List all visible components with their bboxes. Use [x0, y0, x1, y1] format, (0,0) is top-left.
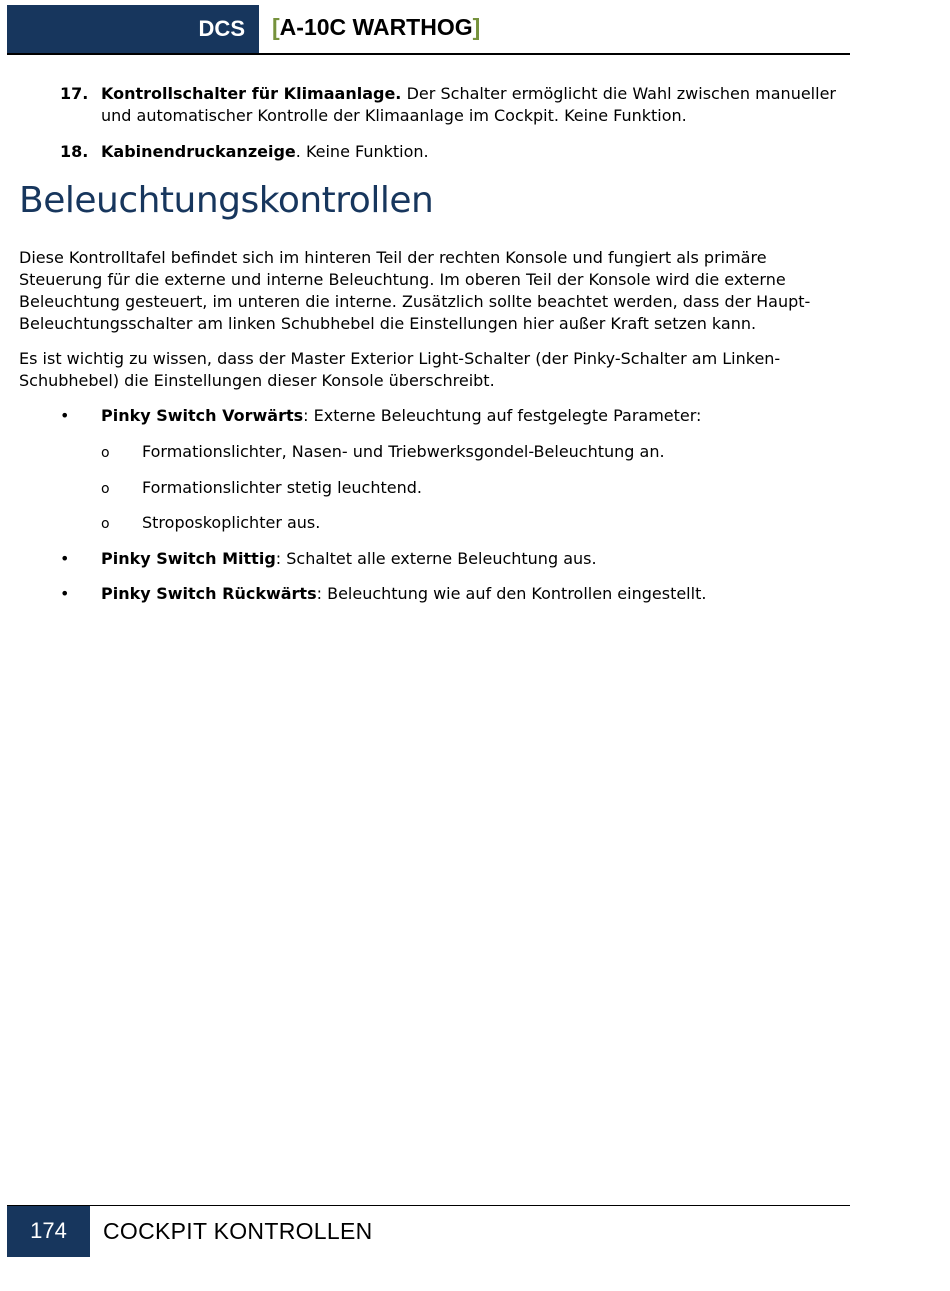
bullet-bold-term: Pinky Switch Mittig: [101, 549, 276, 568]
item-description: . Keine Funktion.: [295, 142, 429, 161]
page-number: 174: [30, 1218, 67, 1243]
item-text: [101, 83, 836, 127]
sub-bullet-text: Formationslichter, Nasen- und Triebwerksgondel-Beleuchtung an.: [142, 442, 665, 461]
bullet-marker: •: [60, 549, 70, 568]
sub-bullet-marker: o: [101, 445, 110, 461]
bullet-text: : Beleuchtung wie auf den Kontrollen eingestellt.: [316, 584, 707, 603]
item-bold-term: Kontrollschalter für Klimaanlage.: [101, 84, 402, 103]
item-text: [101, 141, 836, 163]
footer-page-block: [7, 1206, 90, 1257]
bullet-marker: •: [60, 584, 70, 603]
sub-bullet-item: [101, 441, 841, 463]
sub-bullet-marker: o: [101, 516, 110, 532]
item-description: Der Schalter ermöglicht die Wahl zwischen manueller und automatischer Kontrolle der Klimaanlage im Cockpit. Keine Funktion.: [101, 84, 836, 125]
bullet-bold-term: Pinky Switch Rückwärts: [101, 584, 317, 603]
sub-bullet-item: [101, 477, 841, 499]
sub-bullet-text: Formationslichter stetig leuchtend.: [142, 478, 422, 497]
header-bracket-open: [: [272, 14, 280, 40]
bullet-text: : Schaltet alle externe Beleuchtung aus.: [275, 549, 597, 568]
header-bracket-close: ]: [472, 14, 481, 40]
item-number: 17.: [60, 84, 89, 103]
bullet-item: [60, 405, 840, 427]
sub-bullet-text: Stroposkoplichter aus.: [142, 513, 321, 532]
header-title: [272, 14, 480, 41]
bullet-text: : Externe Beleuchtung auf festgelegte Parameter:: [303, 406, 702, 425]
bullet-item: [60, 548, 840, 570]
section-paragraph-2: Es ist wichtig zu wissen, dass der Master Exterior Light-Schalter (der Pinky-Schalter am Linken-Schubhebel) die Einstellungen dieser Konsole überschreibt.: [19, 349, 781, 390]
header-brand-block: [7, 5, 259, 53]
header-divider: [7, 53, 850, 55]
bullet-bold-term: Pinky Switch Vorwärts: [101, 406, 304, 425]
item-number: 18.: [60, 142, 89, 161]
numbered-item-17: [60, 83, 836, 127]
bullet-item: [60, 583, 840, 605]
header-dcs-label: DCS: [198, 16, 245, 41]
section-paragraph-1: Diese Kontrolltafel befindet sich im hinteren Teil der rechten Konsole und fungiert als primäre Steuerung für die externe und interne Beleuchtung. Im oberen Teil der Konsole wird die externe Beleuchtung gesteuert, im unteren die interne. Zusätzlich sollte beachtet werden, dass der Haupt-Beleuchtungsschalter am linken Schubhebel die Einstellungen hier außer Kraft setzen kann.: [19, 248, 811, 333]
numbered-item-18: [60, 141, 836, 163]
footer-chapter-title: COCKPIT KONTROLLEN: [103, 1218, 373, 1244]
sub-bullet-marker: o: [101, 481, 110, 497]
header-title-text: A-10C WARTHOG: [279, 14, 473, 40]
bullet-marker: •: [60, 406, 70, 425]
sub-bullet-item: [101, 512, 841, 534]
item-bold-term: Kabinendruckanzeige: [101, 142, 296, 161]
section-heading: Beleuchtungskontrollen: [19, 180, 434, 221]
footer-divider: [7, 1205, 850, 1206]
